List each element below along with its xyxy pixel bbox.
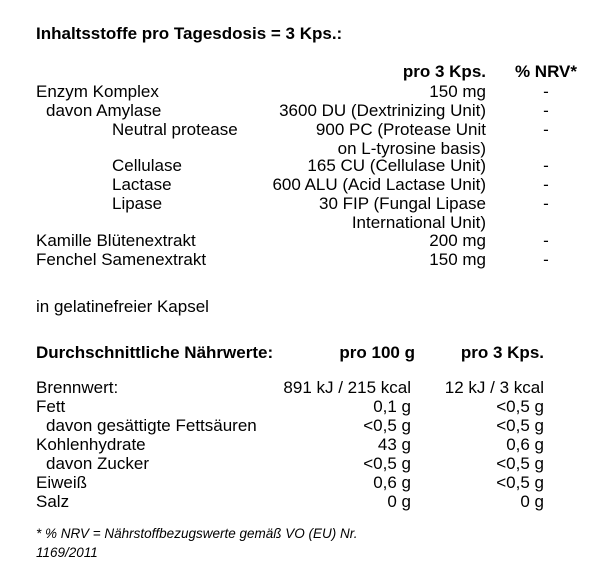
ingredient-nrv: -	[543, 250, 549, 269]
ingredient-amount-cont: International Unit)	[351, 213, 486, 232]
ingredient-nrv: -	[543, 101, 549, 120]
nutrient-per100: 0 g	[387, 492, 411, 511]
ingredient-amount-cont: on L-tyrosine basis)	[337, 139, 486, 158]
nutrient-per100: 891 kJ / 215 kcal	[283, 378, 411, 397]
nutrient-name: Eiweiß	[36, 473, 88, 492]
ingredient-nrv: -	[543, 231, 549, 250]
nutrient-per3: <0,5 g	[496, 473, 544, 492]
ingredient-nrv: -	[543, 156, 549, 175]
footnote-line-1: * % NRV = Nährstoffbezugswerte gemäß VO (EU) Nr.	[36, 526, 358, 541]
ingredient-amount: 30 FIP (Fungal Lipase	[319, 194, 486, 213]
nutrient-per3: 0 g	[520, 492, 544, 511]
ingredient-name: Neutral protease	[112, 120, 238, 139]
nutrient-per100: <0,5 g	[363, 416, 411, 435]
ingredient-amount: 3600 DU (Dextrinizing Unit)	[279, 101, 486, 120]
ingredient-name: Lactase	[112, 175, 172, 194]
nutrient-per3: <0,5 g	[496, 397, 544, 416]
ingredient-amount: 900 PC (Protease Unit	[315, 120, 486, 139]
capsule-note: in gelatinefreier Kapsel	[36, 297, 209, 316]
ingredient-name: Cellulase	[112, 156, 182, 175]
ingredient-amount: 150 mg	[429, 250, 486, 269]
ingredient-nrv: -	[543, 120, 549, 139]
ingredient-amount: 200 mg	[429, 231, 486, 250]
nutrient-per100: 0,1 g	[373, 397, 411, 416]
ingredients-title: Inhaltsstoffe pro Tagesdosis = 3 Kps.:	[36, 24, 343, 43]
footnote-line-2: 1169/2011	[36, 545, 98, 560]
nutrition-title: Durchschnittliche Nährwerte:	[36, 343, 274, 362]
nutrient-per100: <0,5 g	[363, 454, 411, 473]
ingredient-amount: 600 ALU (Acid Lactase Unit)	[272, 175, 486, 194]
ingredient-nrv: -	[543, 194, 549, 213]
col-header-3kps: pro 3 Kps.	[460, 343, 544, 362]
nutrient-name: Brennwert:	[36, 378, 119, 397]
ingredient-name: davon Amylase	[46, 101, 162, 120]
nutrient-per3: <0,5 g	[496, 416, 544, 435]
col-header-nrv: % NRV*	[514, 62, 578, 81]
nutrient-per3: <0,5 g	[496, 454, 544, 473]
nutrient-per100: 0,6 g	[373, 473, 411, 492]
ingredient-name: Fenchel Samenextrakt	[36, 250, 207, 269]
nutrient-name: Kohlenhydrate	[36, 435, 146, 454]
nutrient-per3: 12 kJ / 3 kcal	[444, 378, 544, 397]
ingredient-name: Enzym Komplex	[36, 82, 159, 101]
col-header-amount: pro 3 Kps.	[402, 62, 486, 81]
ingredient-nrv: -	[543, 82, 549, 101]
ingredient-amount: 165 CU (Cellulase Unit)	[307, 156, 486, 175]
nutrient-name: Fett	[36, 397, 66, 416]
nutrient-per100: 43 g	[377, 435, 411, 454]
nutrient-per3: 0,6 g	[506, 435, 544, 454]
ingredient-name: Lipase	[112, 194, 163, 213]
nutrient-name: davon Zucker	[46, 454, 149, 473]
nutrient-name: Salz	[36, 492, 70, 511]
ingredient-amount: 150 mg	[429, 82, 486, 101]
ingredient-name: Kamille Blütenextrakt	[36, 231, 196, 250]
ingredient-nrv: -	[543, 175, 549, 194]
nutrient-name: davon gesättigte Fettsäuren	[46, 416, 257, 435]
col-header-100g: pro 100 g	[339, 343, 415, 362]
